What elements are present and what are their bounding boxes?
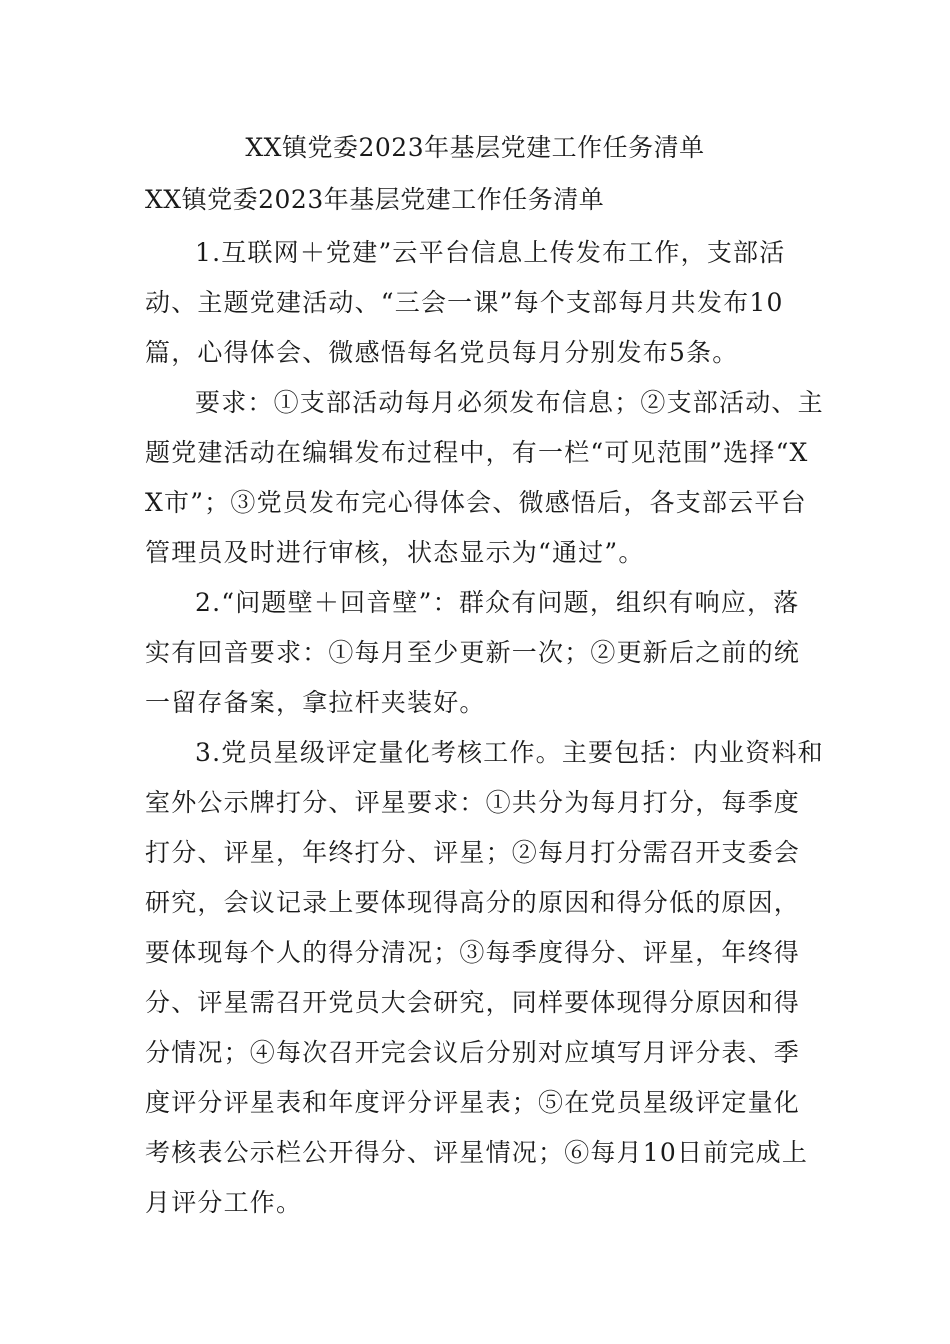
paragraph-problem-wall: 2.“问题壁＋回音壁”：群众有问题，组织有响应，落实有回音要求：①每月至少更新一次；②更新后之前的统一留存备案，拿拉杆夹装好。 [145,588,801,717]
document-subtitle: XX镇党委2023年基层党建工作任务清单 [145,185,605,214]
paragraph-star-rating: 3.党员星级评定量化考核工作。主要包括：内业资料和室外公示牌打分、评星要求：①共分为每月打分，每季度打分、评星，年终打分、评星；②每月打分需召开支委会研究，会议记录上要体现得高分的原因和得分低的原因，要体现每个人的得分清况；③每季度得分、评星，年终得分、评星需召开党员大会研究，同样要体现得分原因和得分情况；④每次召开完会议后分别对应填写月评分表、季度评分评星表和年度评分评星表；⑤在党员星级评定量化考核表公示栏公开得分、评星情况；⑥每月10日前完成上月评分工作。 [145,738,824,1217]
document-body [145,228,825,1228]
paragraph-requirements: 要求：①支部活动每月必须发布信息；②支部活动、主题党建活动在编辑发布过程中，有一栏“可见范围”选择“XX市”；③党员发布完心得体会、微感悟后，各支部云平台管理员及时进行审核，状态显示为“通过”。 [145,388,824,567]
document-title: XX镇党委2023年基层党建工作任务清单 [245,133,705,162]
paragraph-platform-upload: 1.互联网＋党建”云平台信息上传发布工作，支部活动、主题党建活动、“三会一课”每个支部每月共发布10篇，心得体会、微感悟每名党员每月分别发布5条。 [145,238,786,367]
